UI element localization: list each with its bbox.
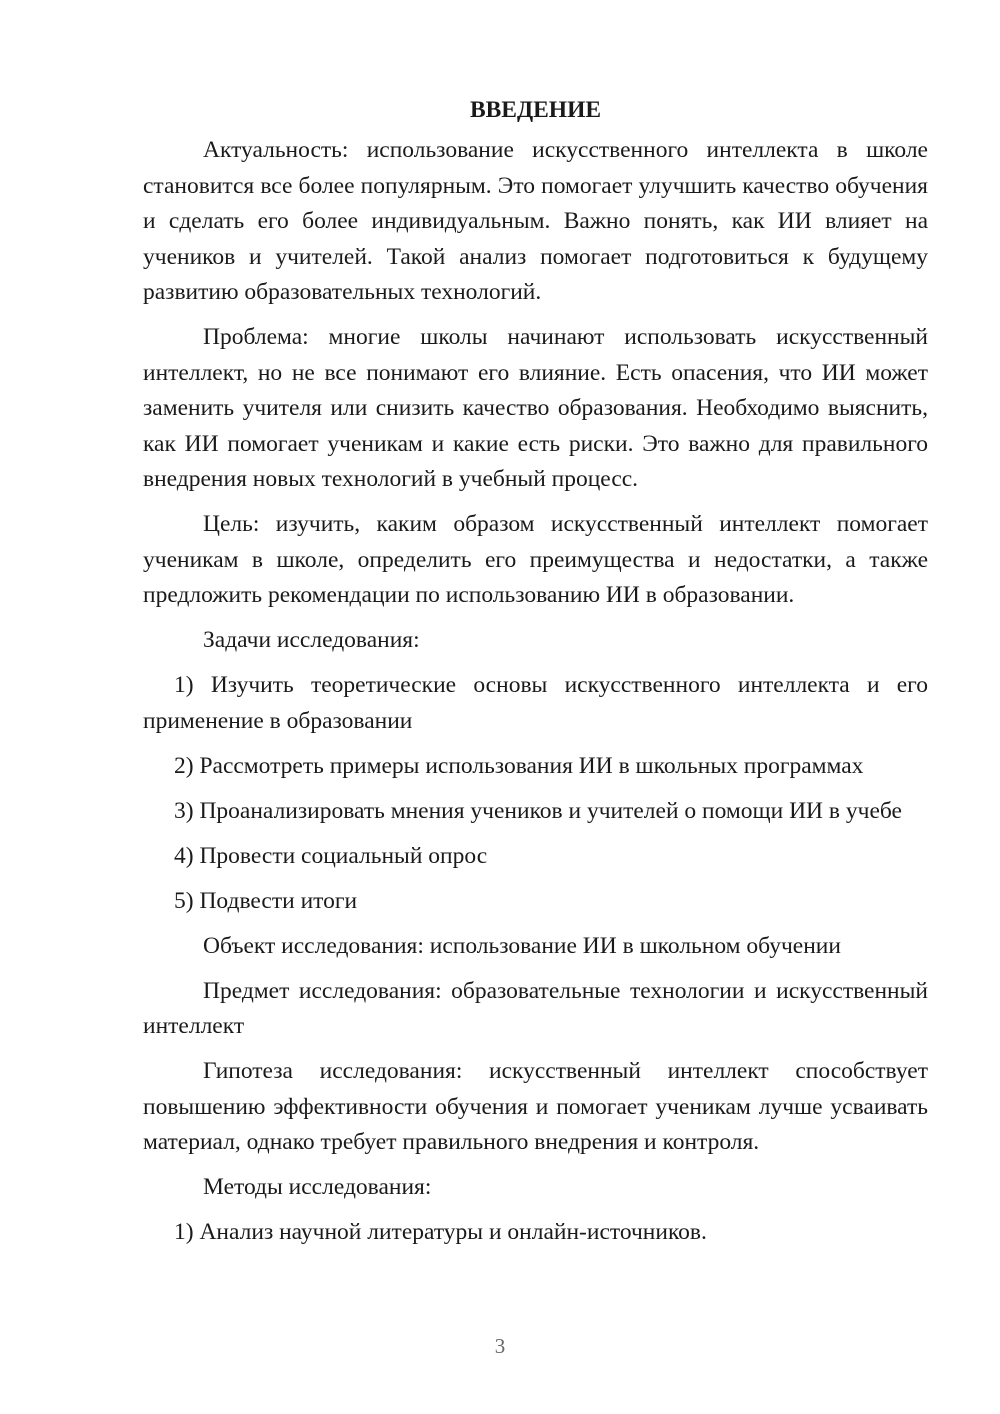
method-item: 1) Анализ научной литературы и онлайн-источников.: [174, 1219, 707, 1245]
task-item: 3) Проанализировать мнения учеников и учителей о помощи ИИ в учебе: [174, 797, 902, 824]
task-item: 2) Рассмотреть примеры использования ИИ в школьных программах: [174, 752, 864, 779]
problem-paragraph: Проблема: многие школы начинают использовать искусственный интеллект, но не все понимают его влияние. Есть опасения, что ИИ может заменить учителя или снизить качество образования. Необходимо выяснить, как ИИ помогает ученикам и какие есть риски. Это важно для правильного внедрения новых технологий в учебный процесс.: [143, 324, 928, 492]
tasks-heading: Задачи исследования:: [203, 627, 420, 653]
page-number: 3: [494, 1334, 506, 1358]
subject-paragraph: Предмет исследования: образовательные технологии и искусственный интеллект: [143, 977, 928, 1039]
hypothesis-paragraph: Гипотеза исследования: искусственный интеллект способствует повышению эффективности обучения и помогает ученикам лучше усваивать материал, однако требует правильного внедрения и контроля.: [143, 1058, 928, 1155]
task-item: 5) Подвести итоги: [174, 887, 358, 914]
methods-heading: Методы исследования:: [203, 1174, 432, 1200]
task-item: 1) Изучить теоретические основы искусственного интеллекта и его применение в образовании: [143, 672, 928, 734]
task-item: 4) Провести социальный опрос: [174, 842, 488, 869]
section-title: ВВЕДЕНИЕ: [469, 97, 602, 123]
relevance-paragraph: Актуальность: использование искусственного интеллекта в школе становится все более популярным. Это помогает улучшить качество обучения и сделать его более индивидуальным. Важно понять, как ИИ влияет на учеников и учителей. Такой анализ помогает подготовиться к будущему развитию образовательных технологий.: [143, 137, 928, 305]
page-body: [143, 93, 928, 1260]
goal-paragraph: Цель: изучить, каким образом искусственный интеллект помогает ученикам в школе, определить его преимущества и недостатки, а также предложить рекомендации по использованию ИИ в образовании.: [143, 511, 928, 608]
object-paragraph: Объект исследования: использование ИИ в школьном обучении: [203, 932, 841, 959]
